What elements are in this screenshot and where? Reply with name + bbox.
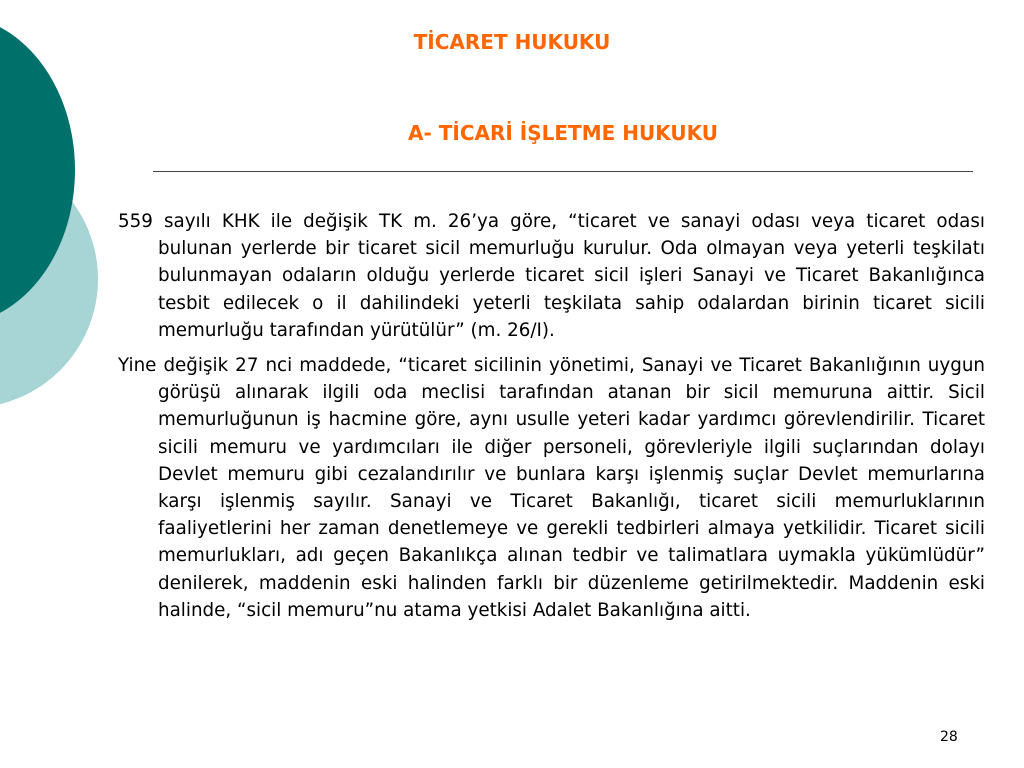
slide-body <box>118 208 985 632</box>
page-number: 28 <box>940 729 958 745</box>
slide-subtitle: A- TİCARİ İŞLETME HUKUKU <box>408 121 718 145</box>
title-divider <box>153 171 973 172</box>
body-paragraph-1: 559 sayılı KHK ile değişik TK m. 26’ya göre, “ticaret ve sanayi odası veya ticaret odası bulunan yerlerde bir ticaret sicil memurluğu kurulur. Oda olmayan veya yeterli teşkilatı bulunmayan odaların olduğu yerlerde ticaret sicil işleri Sanayi ve Ticaret Bakanlığınca tesbit edilecek o il dahilindeki yeterli teşkilata sahip odalardan birinin ticaret sicili memurluğu tarafından yürütülür” (m. 26/I). <box>118 211 985 341</box>
slide-title: TİCARET HUKUKU <box>413 30 611 54</box>
body-paragraph-2: Yine değişik 27 nci maddede, “ticaret sicilinin yönetimi, Sanayi ve Ticaret Bakanlığının uygun görüşü alınarak ilgili oda meclisi tarafından atanan bir sicil memuruna aittir. Sicil memurluğunun iş hacmine göre, aynı usulle yeteri kadar yardımcı görevlendirilir. Ticaret sicili memuru ve yardımcıları ile diğer personeli, görevleriyle ilgili suçlarından dolayı Devlet memuru gibi cezalandırılır ve bunlara karşı işlenmiş suçlar Devlet memurlarına karşı işlenmiş sayılır. Sanayi ve Ticaret Bakanlığı, ticaret sicili memurluklarının faaliyetlerini her zaman denetlemeye ve gerekli tedbirleri almaya yetkilidir. Ticaret sicili memurlukları, adı geçen Bakanlıkça alınan tedbir ve talimatlara uymakla yükümlüdür” denilerek, maddenin eski halinden farklı bir düzenleme getirilmektedir. Maddenin eski halinde, “sicil memuru”nu atama yetkisi Adalet Bakanlığına aitti. <box>118 355 985 621</box>
